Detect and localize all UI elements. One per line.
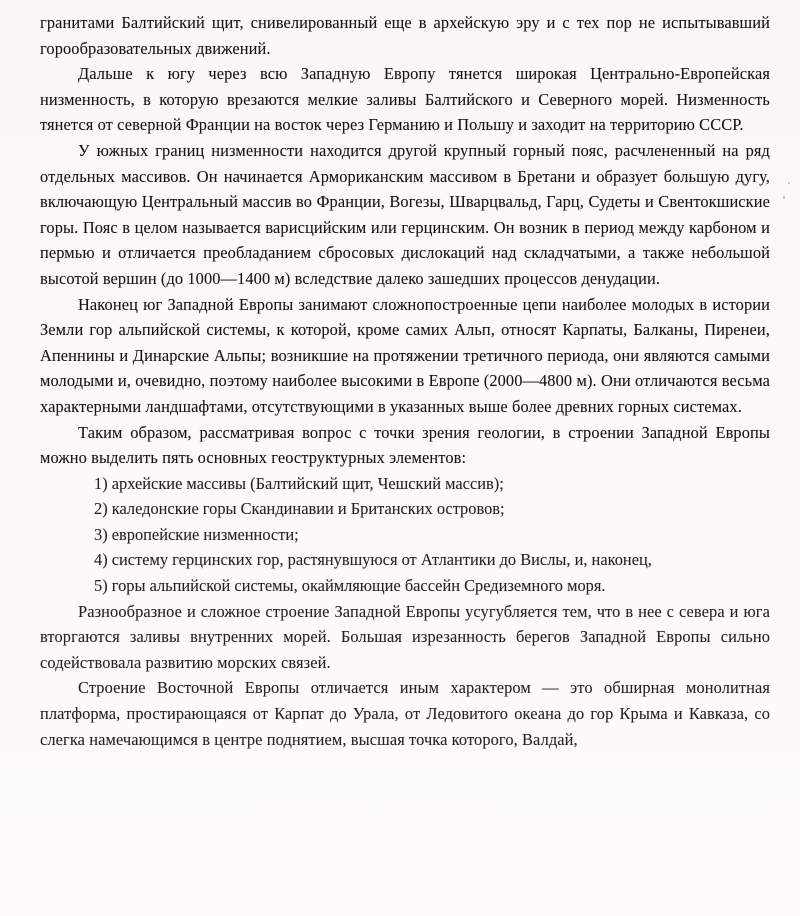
paragraph-5: Таким образом, рассматривая вопрос с точки зрения геологии, в строении Западной Европы можно выделить пять основных геоструктурных элементов: [40,422,770,468]
closing-paragraphs [40,599,770,753]
paragraph-3: У южных границ низменности находится другой крупный горный пояс, расчлененный на ряд отдельных массивов. Он начинается Армориканским массивом в Бретани и образует большую дугу, включающую Центральный массив во Франции, Вогезы, Шварцвальд, Гарц, Судеты и Свентокшиские горы. Пояс в целом называется варисцийским или герцинским. Он возник в период между карбоном и пермью и отличается преобладанием сбросовых дислокаций над складчатыми, а также небольшой высотой вершин (до 1000—1400 м) вследствие далеко зашедших процессов денудации. [40,140,770,288]
list-item: 1) архейские массивы (Балтийский щит, Чешский массив); [94,473,504,493]
paragraph-2: Дальше к югу через всю Западную Европу тянется широкая Центрально-Европейская низменность, в которую врезаются мелкие заливы Балтийского и Северного морей. Низменность тянется от северной Франции на восток через Германию и Польшу и заходит на территорию СССР. [40,64,770,135]
scan-speck [783,196,785,199]
text-column [40,10,770,752]
list-item: 5) горы альпийской системы, окаймляющие бассейн Средиземного моря. [94,576,606,596]
paragraph-6: Разнообразное и сложное строение Западной Европы усугубляется тем, что в нее с севера и юга вторгаются заливы внутренних морей. Большая изрезанность берегов Западной Европы сильно содействовала развитию морских связей. [40,601,770,672]
list-item: 4) систему герцинских гор, растянувшуюся от Атлантики до Вислы, и, наконец, [94,550,652,570]
paragraph-1: гранитами Балтийский щит, снивелированный еще в архейскую эру и с тех пор не испытывавший горообразовательных движений. [40,13,770,58]
list-item: 2) каледонские горы Скандинавии и Британских островов; [94,499,505,519]
scan-speck [788,182,790,184]
paragraph-7: Строение Восточной Европы отличается иным характером — это обширная монолитная платформа, простирающаяся от Карпат до Урала, от Ледовитого океана до гор Крыма и Кавказа, со слегка намечающимся в центре поднятием, высшая точка которого, Валдай, [40,678,770,749]
paragraph-4: Наконец юг Западной Европы занимают сложнопостроенные цепи наиболее молодых в истории Земли гор альпийской системы, к которой, кроме самих Альп, относят Карпаты, Балканы, Пиренеи, Апеннины и Динарские Альпы; возникшие на протяжении третичного периода, они являются самыми молодыми и, очевидно, поэтому наиболее высокими в Европе (2000—4800 м). Они отличаются весьма характерными ландшафтами, отсутствующими в указанных выше более древних горных системах. [40,294,770,416]
enumeration-list [40,471,770,599]
list-item: 3) европейские низменности; [94,524,299,544]
